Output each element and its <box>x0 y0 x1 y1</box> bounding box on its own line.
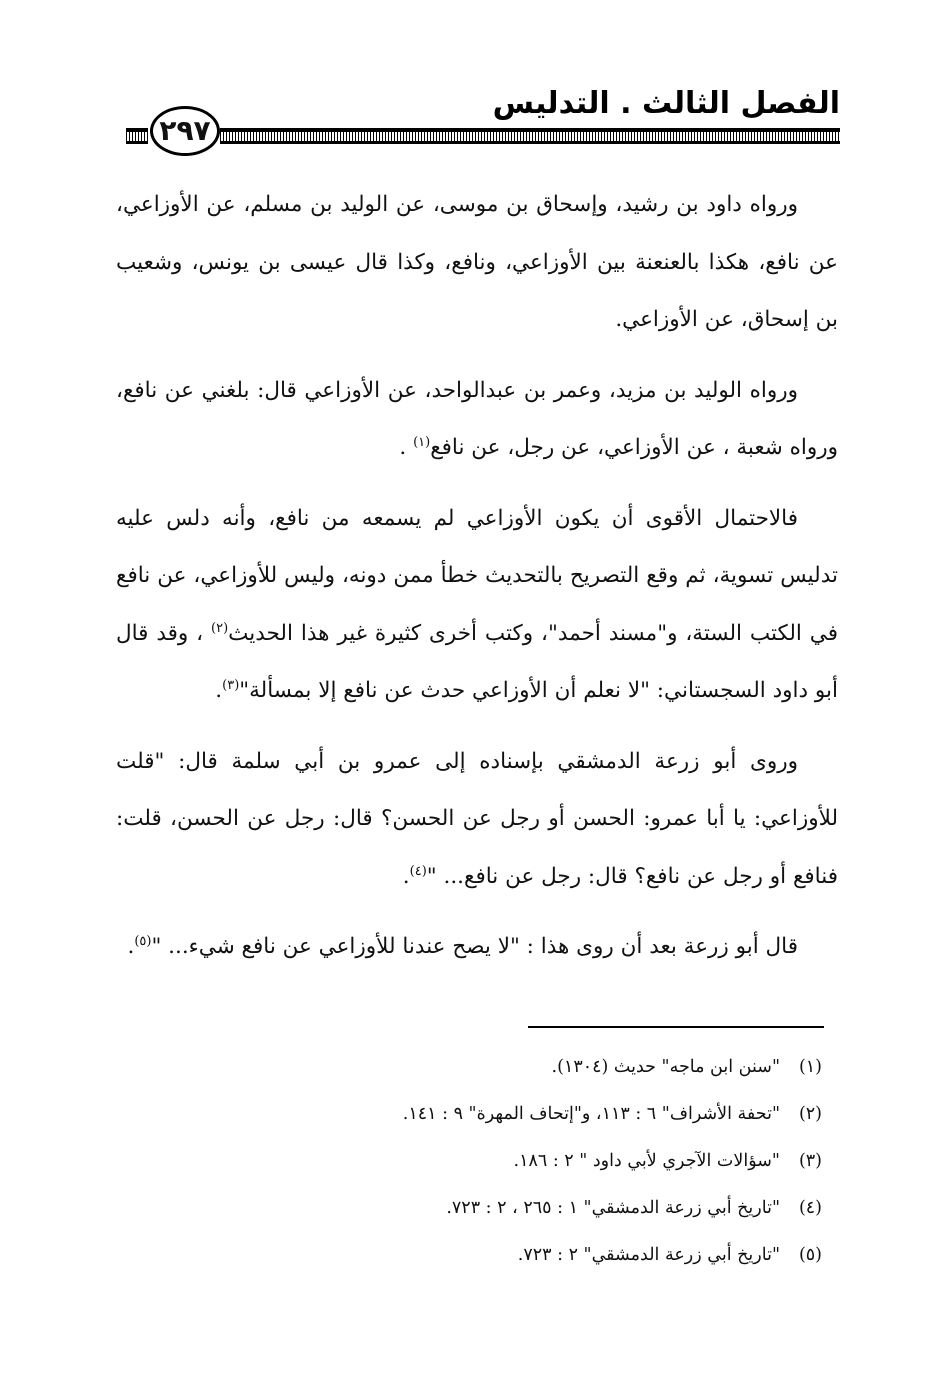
footnote-text: "سؤالات الآجري لأبي داود " ٢ : ١٨٦. <box>513 1151 780 1171</box>
footnote-item <box>302 1185 822 1232</box>
header-rule-end <box>126 128 148 144</box>
header-rule <box>220 128 840 144</box>
chapter-title: الفصل الثالث . التدليس <box>492 86 840 121</box>
footnote-ref[interactable]: (٥) <box>134 933 152 949</box>
footnote-ref[interactable]: (٣) <box>222 677 240 693</box>
footnote-item <box>302 1138 822 1185</box>
footnote-number: (٥) <box>798 1245 822 1265</box>
page-number: ٢٩٧ <box>150 106 220 156</box>
footnote-number: (٤) <box>798 1198 822 1218</box>
footnote-number: (٢) <box>798 1104 822 1124</box>
footnote-ref[interactable]: (١) <box>413 434 431 450</box>
footnote-item <box>302 1091 822 1138</box>
main-text <box>116 176 838 989</box>
paragraph: قال أبو زرعة بعد أن روى هذا : "لا يصح عندنا للأوزاعي عن نافع شيء... "$^{(٥)}$. <box>127 933 798 959</box>
footnote-item <box>302 1044 822 1091</box>
paragraph: ورواه داود بن رشيد، وإسحاق بن موسى، عن الوليد بن مسلم، عن الأوزاعي، عن نافع، هكذا بالعنعنة بين الأوزاعي، ونافع، وكذا قال عيسى بن يونس، وشعيب بن إسحاق، عن الأوزاعي. <box>116 192 838 332</box>
page-header <box>120 80 840 160</box>
footnote-text: "تحفة الأشراف" ٦ : ١١٣، و"إتحاف المهرة" ٩ : ١٤١. <box>402 1104 780 1124</box>
footnote-text: "تاريخ أبي زرعة الدمشقي" ٢ : ٧٢٣. <box>517 1245 780 1265</box>
footnote-number: (١) <box>798 1057 822 1077</box>
footnote-ref[interactable]: (٤) <box>409 863 427 879</box>
paragraph: ورواه الوليد بن مزيد، وعمر بن عبدالواحد، عن الأوزاعي قال: بلغني عن نافع، ورواه شعبة ، عن الأوزاعي، عن رجل، عن نافع$^{(١)}$ . <box>116 377 838 460</box>
footnote-divider <box>528 1026 824 1028</box>
footnote-item <box>302 1232 822 1279</box>
paragraph: فالاحتمال الأقوى أن يكون الأوزاعي لم يسمعه من نافع، وأنه دلس عليه تدليس تسوية، ثم وقع التصريح بالتحديث خطأ ممن دونه، وليس للأوزاعي، عن نافع في الكتب الستة، و"مسند أحمد"، وكتب أخرى كثيرة غير هذا الحديث$^{(٢)}$ ، وقد قال أبو داود السجستاني: "لا نعلم أن الأوزاعي حدث عن نافع إلا بمسألة"$^{(٣)}$. <box>116 505 839 703</box>
footnote-number: (٣) <box>798 1151 822 1171</box>
paragraph: وروى أبو زرعة الدمشقي بإسناده إلى عمرو بن أبي سلمة قال: "قلت للأوزاعي: يا أبا عمرو: الحسن أو رجل عن الحسن؟ قال: رجل عن الحسن، قلت: فنافع أو رجل عن نافع؟ قال: رجل عن نافع... "$^{(٤)}$. <box>116 748 838 889</box>
footnote-ref[interactable]: (٢) <box>211 620 229 636</box>
footnotes <box>302 1044 822 1279</box>
footnote-text: "سنن ابن ماجه" حديث (١٣٠٤). <box>551 1057 780 1077</box>
footnote-text: "تاريخ أبي زرعة الدمشقي" ١ : ٢٦٥ ، ٢ : ٧٢٣. <box>446 1198 780 1218</box>
